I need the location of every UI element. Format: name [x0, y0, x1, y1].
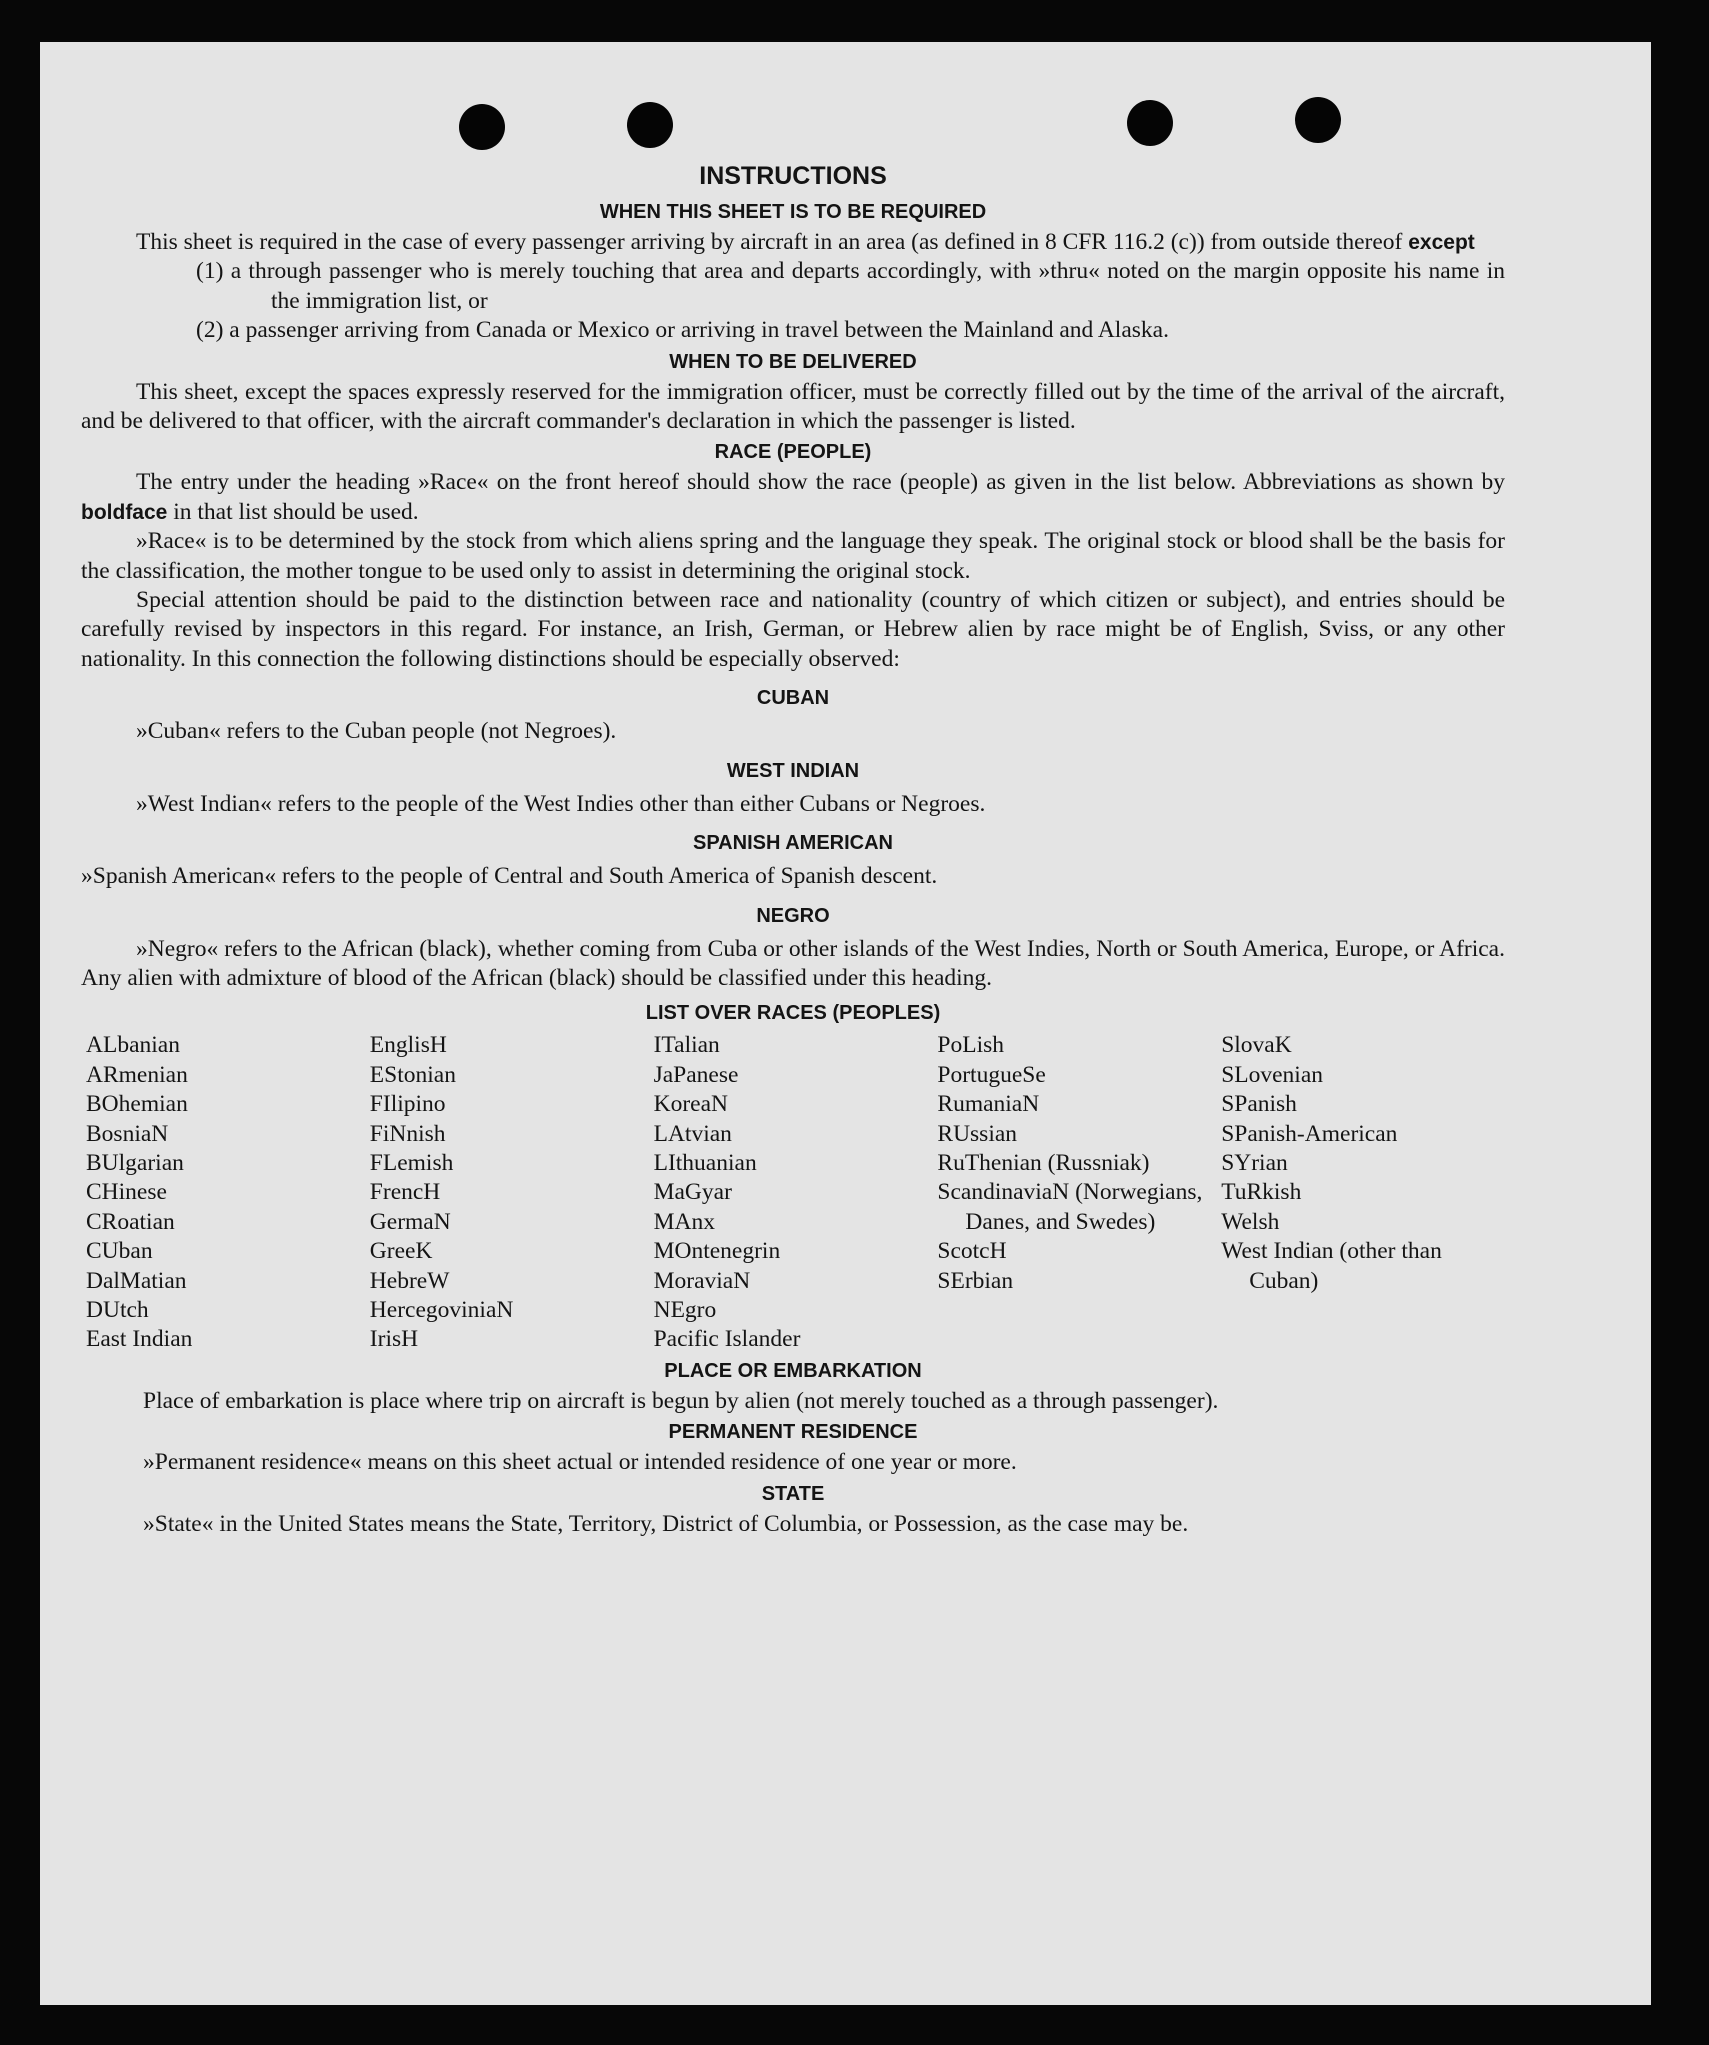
race-list-item: NEgro — [653, 1296, 717, 1323]
race-list-item: West Indian (other than Cuban) — [1221, 1238, 1442, 1294]
exception-item — [81, 316, 1505, 345]
section-permanent-residence — [81, 1416, 1505, 1477]
text-run: »Permanent residence« means on this sheet actual or intended residence of one year or more. — [143, 1449, 1017, 1476]
race-list-item: ScotcH — [937, 1238, 1007, 1265]
paragraph — [81, 228, 1505, 257]
race-list-item: GreeK — [369, 1238, 433, 1265]
paragraph — [81, 468, 1505, 527]
race-list-item: RumaniaN — [937, 1091, 1040, 1118]
paragraph — [81, 1448, 1505, 1477]
section-when-this-sheet-is-to-be-required — [81, 196, 1505, 346]
race-list-item: SErbian — [937, 1267, 1014, 1294]
paragraph — [81, 586, 1505, 674]
race-list-column — [937, 1031, 1221, 1354]
text-run: (1) a through passenger who is merely touching that area and departs accordingly, with »thru« noted on the margin opposite his name in the immigration list, or — [196, 258, 1505, 314]
text-run: in that list should be used. — [167, 498, 419, 525]
race-list-item: Welsh — [1221, 1208, 1280, 1235]
text-run: (2) a passenger arriving from Canada or Mexico or arriving in travel between the Mainland and Alaska. — [196, 317, 1169, 344]
section-heading: PERMANENT RESIDENCE — [668, 1421, 918, 1444]
text-run: Place of embarkation is place where trip on aircraft is begun by alien (not merely touched as a through passenger). — [143, 1387, 1219, 1414]
section-heading: SPANISH AMERICAN — [692, 832, 893, 855]
paragraph — [81, 717, 1505, 746]
race-list-item: SPanish-American — [1221, 1120, 1398, 1147]
race-list-column — [654, 1031, 938, 1354]
race-list-item: FIlipino — [369, 1091, 446, 1118]
punch-hole — [459, 104, 505, 150]
race-list-item: BOhemian — [86, 1091, 188, 1118]
section-when-to-be-delivered — [81, 346, 1505, 437]
text-run: »Spanish American« refers to the people of Central and South America of Spanish descent. — [81, 863, 938, 890]
race-list-column — [370, 1031, 654, 1354]
section-place-or-embarkation — [81, 1355, 1505, 1416]
text-run: »Cuban« refers to the Cuban people (not Negroes). — [136, 718, 617, 745]
paragraph — [81, 527, 1505, 586]
race-list-item: JaPanese — [653, 1061, 739, 1088]
race-list-item: BosniaN — [86, 1120, 169, 1147]
text-run: The entry under the heading »Race« on the front hereof should show the race (people) as given in the list below. Abbreviations as shown by — [136, 469, 1505, 496]
race-list-item: SlovaK — [1221, 1032, 1292, 1059]
race-list-item: FLemish — [369, 1149, 454, 1176]
race-list-item: HercegoviniaN — [369, 1296, 514, 1323]
section-list-over-races-peoples — [81, 997, 1505, 1354]
bold-text: except — [1408, 231, 1475, 254]
race-list-item: CRoatian — [86, 1208, 175, 1235]
race-list-item: EnglisH — [369, 1032, 447, 1059]
race-list-item: CUban — [86, 1238, 153, 1265]
section-state — [81, 1478, 1505, 1539]
race-list-item: Pacific Islander — [653, 1326, 801, 1353]
paragraph — [81, 1387, 1505, 1416]
race-list-item: KoreaN — [653, 1091, 728, 1118]
race-list-item: HebreW — [369, 1267, 450, 1294]
text-run: »West Indian« refers to the people of the West Indies other than either Cubans or Negroes. — [136, 790, 986, 817]
race-list-item: BUlgarian — [86, 1149, 184, 1176]
race-list-item: ALbanian — [86, 1032, 180, 1059]
race-list-item: RuThenian (Russniak) — [937, 1149, 1150, 1176]
section-heading: CUBAN — [756, 687, 830, 710]
race-list-item: IrisH — [369, 1326, 419, 1353]
exception-item — [81, 257, 1505, 316]
race-list-item: MAnx — [653, 1208, 715, 1235]
paragraph — [81, 1510, 1505, 1539]
race-list-item: LIthuanian — [653, 1149, 757, 1176]
race-list-item: LAtvian — [653, 1120, 732, 1147]
paragraph — [81, 790, 1505, 819]
section-heading: PLACE OR EMBARKATION — [664, 1359, 922, 1382]
section-spanish-american — [81, 827, 1505, 891]
section-negro — [81, 900, 1505, 994]
section-heading: NEGRO — [756, 904, 830, 927]
text-run: »Race« is to be determined by the stock from which aliens spring and the language they speak. The original stock or blood shall be the basis for the classification, the mother tongue to be used only to assist in determining the original stock. — [81, 528, 1505, 584]
race-list-item: ARmenian — [86, 1061, 188, 1088]
punch-hole — [1295, 97, 1341, 143]
race-list-item: East Indian — [86, 1326, 193, 1353]
race-list-item: SYrian — [1221, 1149, 1288, 1176]
section-heading: STATE — [761, 1482, 825, 1505]
race-list-item: GermaN — [369, 1208, 451, 1235]
text-run: This sheet is required in the case of every passenger arriving by aircraft in an area (as defined in 8 CFR 116.2 (c)) from outside thereof — [136, 229, 1409, 255]
section-heading: LIST OVER RACES (PEOPLES) — [645, 1002, 941, 1025]
text-run: Special attention should be paid to the distinction between race and nationality (country of which citizen or subject), and entries should be carefully revised by inspectors in this regard. For instance, an Irish, German, or Hebrew alien by race might be of English, Sviss, or any other nationality. In this connection the following distinctions should be especially observed: — [81, 587, 1505, 672]
section-west-indian — [81, 755, 1505, 819]
race-list-item: PortugueSe — [937, 1061, 1046, 1088]
section-race-people — [81, 436, 1505, 674]
race-list-item: SPanish — [1221, 1091, 1297, 1118]
race-list — [86, 1031, 1505, 1354]
race-list-item: PoLish — [937, 1032, 1004, 1059]
page-title: INSTRUCTIONS — [699, 162, 887, 190]
punch-hole — [627, 102, 673, 148]
punch-hole — [1127, 100, 1173, 146]
paragraph — [81, 935, 1505, 994]
race-list-item: ITalian — [653, 1032, 720, 1059]
race-list-item: TuRkish — [1221, 1179, 1302, 1206]
race-list-item: SLovenian — [1221, 1061, 1324, 1088]
race-list-item: MoraviaN — [653, 1267, 751, 1294]
section-heading: WHEN THIS SHEET IS TO BE REQUIRED — [599, 201, 987, 223]
text-run: »Negro« refers to the African (black), whether coming from Cuba or other islands of the West Indies, North or South America, Europe, or Africa. Any alien with admixture of blood of the African (black) should be classified under this heading. — [81, 935, 1505, 991]
instructions-content — [81, 156, 1505, 1539]
race-list-item: MOntenegrin — [653, 1238, 781, 1265]
race-list-item: CHinese — [86, 1179, 167, 1206]
bold-text: boldface — [81, 500, 168, 524]
text-run: This sheet, except the spaces expressly reserved for the immigration officer, must be correctly filled out by the time of the arrival of the aircraft, and be delivered to that officer, with the aircraft commander's declaration in which the passenger is listed. — [81, 378, 1505, 435]
text-run: »State« in the United States means the State, Territory, District of Columbia, or Possession, as the case may be. — [143, 1510, 1189, 1537]
race-list-column — [86, 1031, 370, 1354]
race-list-item: DUtch — [86, 1296, 149, 1323]
paragraph — [81, 862, 1505, 891]
race-list-item: ScandinaviaN (Norwegians, Danes, and Swedes) — [937, 1179, 1203, 1235]
race-list-item: RUssian — [937, 1120, 1018, 1147]
section-heading: RACE (PEOPLE) — [714, 441, 872, 464]
race-list-column — [1221, 1031, 1505, 1354]
section-heading: WHEN TO BE DELIVERED — [669, 350, 917, 373]
section-cuban — [81, 682, 1505, 746]
race-list-item: MaGyar — [653, 1179, 732, 1206]
race-list-item: FiNnish — [369, 1120, 446, 1147]
race-list-item: EStonian — [369, 1061, 456, 1088]
section-heading: WEST INDIAN — [726, 759, 860, 782]
race-list-item: FrencH — [369, 1179, 441, 1206]
paragraph — [81, 378, 1505, 437]
race-list-item: DalMatian — [86, 1267, 187, 1294]
